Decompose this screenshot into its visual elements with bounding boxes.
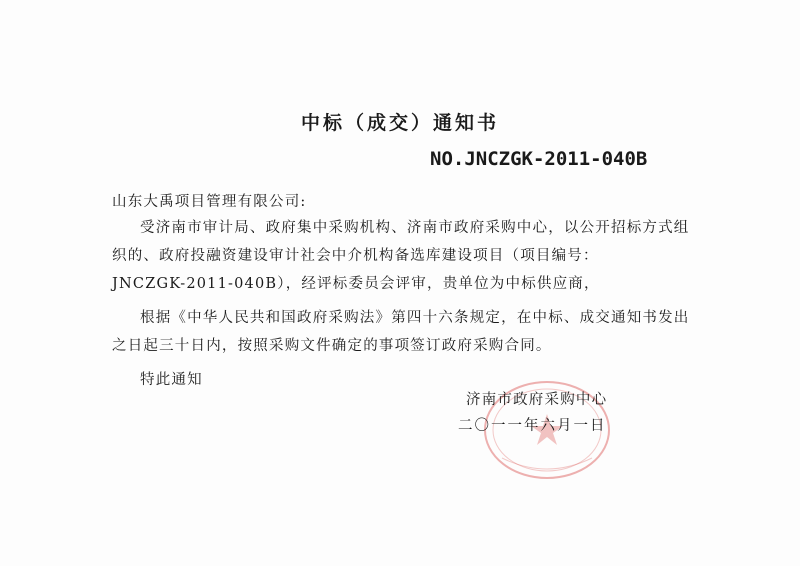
body-line: 之日起三十日内，按照采购文件确定的事项签订政府采购合同。 xyxy=(112,338,552,354)
addressee: 山东大禹项目管理有限公司: xyxy=(112,194,307,210)
body-line: 根据《中华人民共和国政府采购法》第四十六条规定，在中标、成交通知书发出 xyxy=(140,310,690,326)
body-line: 受济南市审计局、政府集中采购机构、济南市政府采购中心，以公开招标方式组 xyxy=(140,220,690,236)
issue-date: 二〇一一年六月一日 xyxy=(458,418,607,434)
body-line: 织的、政府投融资建设审计社会中介机构备选库建设项目（项目编号： xyxy=(112,248,599,264)
closing-text: 特此通知 xyxy=(140,372,203,388)
document-number: NO.JNCZGK-2011-040B xyxy=(430,148,648,170)
body-line: JNCZGK-2011-040B），经评标委员会评审，贵单位为中标供应商， xyxy=(112,276,600,292)
issuer-name: 济南市政府采购中心 xyxy=(466,392,608,408)
page-title: 中标（成交）通知书 xyxy=(300,112,499,134)
